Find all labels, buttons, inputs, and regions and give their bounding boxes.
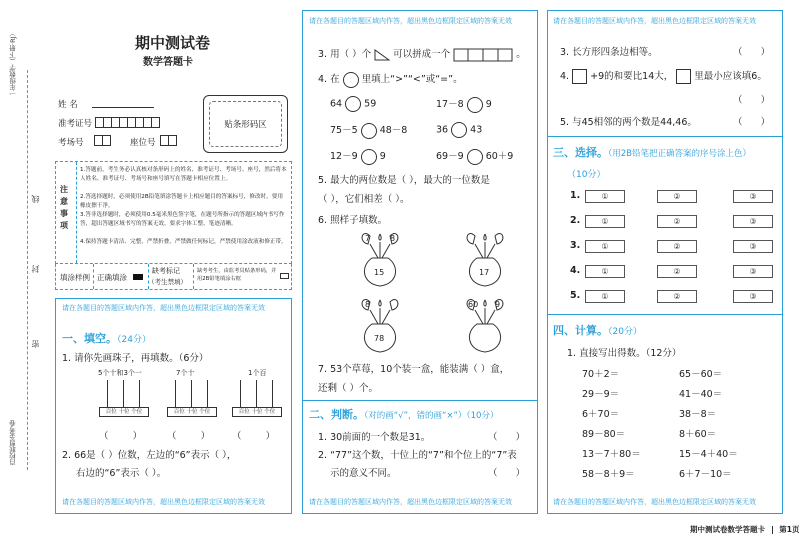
absent-mark-note: 缺考考生，由监考员贴条形码，并用2B铅笔填涂右框 <box>197 268 277 282</box>
name-field[interactable] <box>92 107 154 108</box>
page-subtitle: 数学答题卡 <box>143 57 193 68</box>
section-3-title-text: 三、选择。 <box>553 146 608 159</box>
circle-icon <box>343 72 359 88</box>
choice-2-option-2[interactable]: ② <box>657 215 697 228</box>
q3-text: 3. 用（ ）个 <box>318 49 372 60</box>
calc-3-a[interactable]: 6＋70＝ <box>582 409 620 420</box>
choice-2-option-3[interactable]: ③ <box>733 215 773 228</box>
choice-4-option-2[interactable]: ② <box>657 265 697 278</box>
absent-mark-box[interactable] <box>280 273 289 279</box>
section-divider-3 <box>548 136 782 137</box>
notice-top-col3: 请在各题目的答题区域内作答，超出黑色边框限定区域的答案无效 <box>553 17 756 25</box>
side-school-label: 百校联盟金考卷 <box>9 420 17 466</box>
compare-1[interactable]: 64 59 <box>330 96 376 112</box>
footer-label <box>690 524 799 535</box>
side-grade-label: 一年级数学（下册·RJ） <box>9 30 17 97</box>
judge-2-answer[interactable]: （ ） <box>488 468 526 479</box>
vase-icon <box>455 228 515 288</box>
vase-icon <box>455 294 515 354</box>
judge-1: 1. 30前面的一个数是31。 <box>318 432 431 443</box>
vase-icon <box>350 294 410 354</box>
judge-1-answer[interactable]: （ ） <box>488 432 526 443</box>
calc-4-a[interactable]: 89－80＝ <box>582 429 626 440</box>
section-2-points: （对的画“√”，错的画“×”）（10分） <box>364 411 499 421</box>
calc-1-a[interactable]: 70＋2＝ <box>582 369 620 380</box>
abacus-label-3: 1个百 <box>248 369 267 377</box>
choice-2-option-1[interactable]: ① <box>585 215 625 228</box>
section-4-title <box>553 322 642 338</box>
q4-prompt <box>318 71 463 88</box>
abacus-1-places: 百位 十位 个位 <box>99 407 149 417</box>
q5-line-2: （ ），它们相差（ ）。 <box>318 194 410 205</box>
choice-3-option-3[interactable]: ③ <box>733 240 773 253</box>
calc-6-a[interactable]: 58－8＋9＝ <box>582 469 635 480</box>
abacus-2[interactable] <box>167 380 217 416</box>
choice-num-2: 2. <box>570 215 581 226</box>
section-divider-4 <box>548 314 782 315</box>
page-title: 期中测试卷 <box>135 34 211 52</box>
notice-top-col1: 请在各题目的答题区域内作答，超出黑色边框限定区域的答案无效 <box>62 304 265 312</box>
notes-box <box>55 161 292 264</box>
calc-1-b[interactable]: 65－60＝ <box>679 369 723 380</box>
section-1-title-text: 一、填空。 <box>62 332 117 345</box>
side-cut-line-mark: 线 <box>31 195 40 203</box>
exam-id-boxes[interactable] <box>95 117 159 128</box>
notice-bottom-col1: 请在各题目的答题区域内作答，超出黑色边框限定区域的答案无效 <box>62 498 265 506</box>
vase-4[interactable]: 60 9 <box>455 294 515 354</box>
calc-5-a[interactable]: 13－7＋80＝ <box>582 449 641 460</box>
abacus-1-answer[interactable]: （ ） <box>99 431 143 442</box>
name-label: 姓 名 <box>58 100 78 110</box>
room-boxes[interactable] <box>94 135 111 146</box>
q1-prompt: 1. 请你先画珠子，再填数。（6分） <box>62 353 209 364</box>
triangle-icon <box>374 49 390 61</box>
choice-5-option-3[interactable]: ③ <box>733 290 773 303</box>
section-1-points: （24分） <box>117 335 151 345</box>
absent-mark-label: 缺考标记 <box>152 267 180 275</box>
abacus-2-answer[interactable]: （ ） <box>167 431 211 442</box>
section-2-title <box>309 406 498 422</box>
notice-top-col2: 请在各题目的答题区域内作答，超出黑色边框限定区域的答案无效 <box>309 17 512 25</box>
q2-line-1: 2. 66是（ ）位数，左边的“6”表示（ ）， <box>62 450 237 461</box>
section-1-title <box>62 330 151 346</box>
rectangle-shape-icon <box>453 48 513 62</box>
choice-4-option-3[interactable]: ③ <box>733 265 773 278</box>
section-3-note: （用2B铅笔把正确答案的序号涂上色） <box>608 149 751 159</box>
choice-1-option-3[interactable]: ③ <box>733 190 773 203</box>
compare-4[interactable]: 36 43 <box>436 122 482 138</box>
abacus-label-1: 5个十和3个一 <box>98 369 142 377</box>
barcode-area <box>203 95 288 153</box>
choice-5-option-2[interactable]: ② <box>657 290 697 303</box>
side-seal-mark: 封 <box>31 265 40 273</box>
judge-2-line-1: 2. “77”这个数，十位上的“7”和个位上的“7”表 <box>318 450 517 461</box>
notes-item-2: 2.答选择题时，必须使用2B铅笔填涂答题卡上相应题目的答案标号，修改时，要用橡皮擦干净。 <box>80 194 283 209</box>
correct-fill-label: 正确填涂 <box>97 273 127 282</box>
choice-5-option-1[interactable]: ① <box>585 290 625 303</box>
calc-6-b[interactable]: 6＋7－10＝ <box>679 469 732 480</box>
exam-id-label: 准考证号 <box>58 119 93 129</box>
abacus-3-places: 百位 十位 个位 <box>232 407 282 417</box>
q6-prompt: 6. 照样子填数。 <box>318 215 388 226</box>
notice-bottom-col2: 请在各题目的答题区域内作答，超出黑色边框限定区域的答案无效 <box>309 498 512 506</box>
abacus-3[interactable] <box>232 380 282 416</box>
q7-line-2: 还剩（ ）个。 <box>318 383 379 394</box>
judge-5-answer[interactable]: （ ） <box>733 117 771 128</box>
compare-3[interactable]: 75－5 48－8 <box>330 122 407 139</box>
absent-mark-sub: （考生禁填） <box>148 278 187 286</box>
section-4-points: （20分） <box>608 327 642 337</box>
q2-line-2: 右边的“6”表示（ ）。 <box>76 468 167 479</box>
vase-3[interactable]: 8 78 <box>350 294 410 354</box>
footer-text: 期中测试卷数学答题卡 <box>690 525 765 534</box>
abacus-label-2: 7个十 <box>176 369 195 377</box>
compare-5[interactable]: 12－9 9 <box>330 148 386 165</box>
correct-fill-sample <box>133 274 143 280</box>
choice-num-1: 1. <box>570 190 581 201</box>
compare-2[interactable]: 17－8 9 <box>436 96 492 113</box>
abacus-3-answer[interactable]: （ ） <box>232 431 276 442</box>
judge-4-line-1: 4. +9的和要比14大， 里最小应该填6。 <box>560 71 767 82</box>
abacus-2-places: 百位 十位 个位 <box>167 407 217 417</box>
q3-tail: 可以拼成一个 <box>393 49 451 60</box>
q4-tail: 里填上“>”“<”或“=”。 <box>361 74 463 85</box>
choice-3-option-2[interactable]: ② <box>657 240 697 253</box>
blank-box-icon <box>676 69 691 84</box>
calc-2-a[interactable]: 29－9＝ <box>582 389 620 400</box>
fill-example-label: 填涂样例 <box>60 273 90 282</box>
choice-num-4: 4. <box>570 265 581 276</box>
calc-4-b[interactable]: 8＋60＝ <box>679 429 717 440</box>
calc-prompt: 1. 直接写出得数。（12分） <box>567 348 682 359</box>
abacus-1[interactable] <box>99 380 149 416</box>
choice-num-3: 3. <box>570 240 581 251</box>
section-3-title <box>553 144 751 160</box>
choice-3-option-1[interactable]: ① <box>585 240 625 253</box>
q4-text: 4. 在 <box>318 74 340 85</box>
choice-num-5: 5. <box>570 290 581 301</box>
section-4-title-text: 四、计算。 <box>553 324 608 337</box>
calc-3-b[interactable]: 38－8＝ <box>679 409 717 420</box>
fill-example-box <box>55 264 292 290</box>
footer-page: 第1页 <box>779 525 800 534</box>
vase-icon <box>350 228 410 288</box>
notes-item-1: 1.答题前，考生务必认真核对条形码上的姓名、准考证号、考场号、座号，然后将本人姓名、准考证号、考场号和座号填写在答题卡相应位置上。 <box>80 167 287 182</box>
section-3-points: （10分） <box>567 170 606 180</box>
notes-item-4: 4.保持答题卡清洁、完整，严禁折叠，严禁做任何标记，严禁使用涂改液和修正带。 <box>80 239 287 245</box>
judge-3: 3. 长方形四条边相等。 <box>560 47 658 58</box>
calc-5-b[interactable]: 15－4＋40＝ <box>679 449 738 460</box>
q3-prompt: 3. 用（ ）个 可以拼成一个 。 <box>318 49 526 60</box>
notes-item-3: 3.答非选择题时，必须使用0.5毫米黑色签字笔，在题号所指示的答题区域内书写作答，超出答题区域书写的答案无效。要求字体工整、笔迹清晰。 <box>80 212 285 227</box>
seat-label: 座位号 <box>130 138 156 148</box>
section-2-title-text: 二、判断。 <box>309 408 364 421</box>
judge-3-answer[interactable]: （ ） <box>733 47 771 58</box>
judge-4-answer[interactable]: （ ） <box>733 95 771 106</box>
section-divider-2 <box>303 400 537 401</box>
choice-4-option-1[interactable]: ① <box>585 265 625 278</box>
choice-1-option-1[interactable]: ① <box>585 190 625 203</box>
notes-title: 注意事项 <box>60 185 68 230</box>
room-label: 考场号 <box>58 138 84 148</box>
calc-2-b[interactable]: 41－40＝ <box>679 389 723 400</box>
choice-1-option-2[interactable]: ② <box>657 190 697 203</box>
q5-line-1: 5. 最大的两位数是（ ），最大的一位数是 <box>318 175 490 186</box>
side-dash-line <box>27 70 28 470</box>
compare-6[interactable]: 69－9 60＋9 <box>436 148 513 165</box>
vase-1[interactable]: 7 8 15 <box>350 228 410 288</box>
barcode-label: 贴条形码区 <box>224 120 267 130</box>
notice-bottom-col3: 请在各题目的答题区域内作答，超出黑色边框限定区域的答案无效 <box>553 498 756 506</box>
judge-5: 5. 与45相邻的两个数是44,46。 <box>560 117 697 128</box>
seat-boxes[interactable] <box>160 135 177 146</box>
vase-2[interactable]: 17 <box>455 228 515 288</box>
judge-2-line-2: 示的意义不同。 <box>330 468 397 479</box>
side-secret-mark: 密 <box>31 340 40 348</box>
blank-box-icon <box>572 69 587 84</box>
q7-line-1: 7. 53个草莓，10个装一盒，能装满（ ）盒， <box>318 364 510 375</box>
